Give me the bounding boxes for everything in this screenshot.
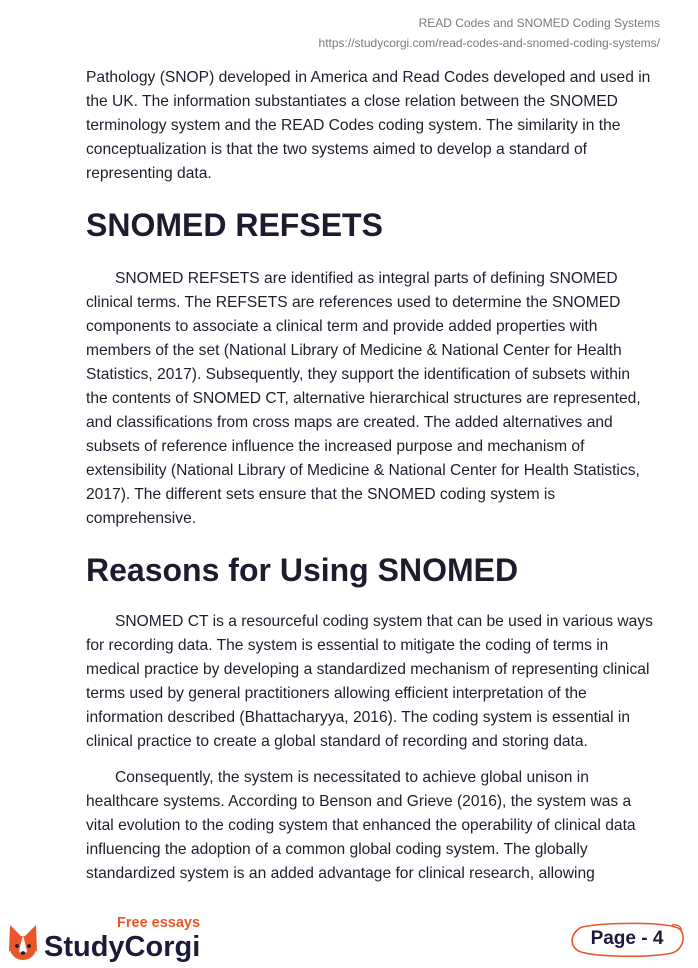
page-header	[319, 13, 660, 53]
reasons-paragraph-1: SNOMED CT is a resourceful coding system that can be used in various ways for recording data. The system is essential to mitigate the coding of terms in medical practice by developing a standardized mechanism of representing clinical terms used by general practitioners allowing efficient interpretation of the information described (Bhattacharyya, 2016). The coding system is essential in clinical practice to create a global standard of recording and storing data.	[86, 613, 653, 750]
corgi-icon	[6, 911, 221, 963]
document-body	[86, 66, 656, 898]
document-url[interactable]: https://studycorgi.com/read-codes-and-snomed-coding-systems/	[318, 36, 660, 50]
logo-tagline: Free essays	[117, 915, 201, 931]
page-number-badge	[568, 921, 686, 957]
page-number-label: Page - 4	[590, 928, 664, 949]
page-footer	[0, 905, 698, 964]
refsets-paragraph: SNOMED REFSETS are identified as integral parts of defining SNOMED clinical terms. The REFSETS are references used to determine the SNOMED components to associate a clinical term and provide added properties with members of the set (National Library of Medicine & National Center for Health Statistics, 2017). Subsequently, they support the identification of subsets within the contents of SNOMED CT, alternative hierarchical structures are represented, and classifications from cross maps are created. The added alternatives and subsets of reference influence the increased purpose and mechanism of extensibility (National Library of Medicine & National Center for Health Statistics, 2017). The different sets ensure that the SNOMED coding system is comprehensive.	[86, 270, 641, 527]
document-title: READ Codes and SNOMED Coding Systems	[418, 16, 660, 30]
reasons-paragraph-2: Consequently, the system is necessitated to achieve global unison in healthcare systems. According to Benson and Grieve (2016), the system was a vital evolution to the coding system that enhanced the operability of clinical data influencing the adoption of a common global coding system. The globally standardized system is an added advantage for clinical research, allowing	[86, 769, 636, 882]
intro-paragraph: Pathology (SNOP) developed in America and Read Codes developed and used in the UK. The information substantiates a close relation between the SNOMED terminology system and the READ Codes coding system. The similarity in the conceptualization is that the two systems aimed to develop a standard of representing data.	[86, 69, 651, 182]
logo-name: StudyCorgi	[44, 931, 201, 963]
section-heading-reasons: Reasons for Using SNOMED	[86, 552, 519, 588]
section-heading-refsets: SNOMED REFSETS	[86, 207, 383, 243]
studycorgi-logo[interactable]	[6, 911, 221, 963]
